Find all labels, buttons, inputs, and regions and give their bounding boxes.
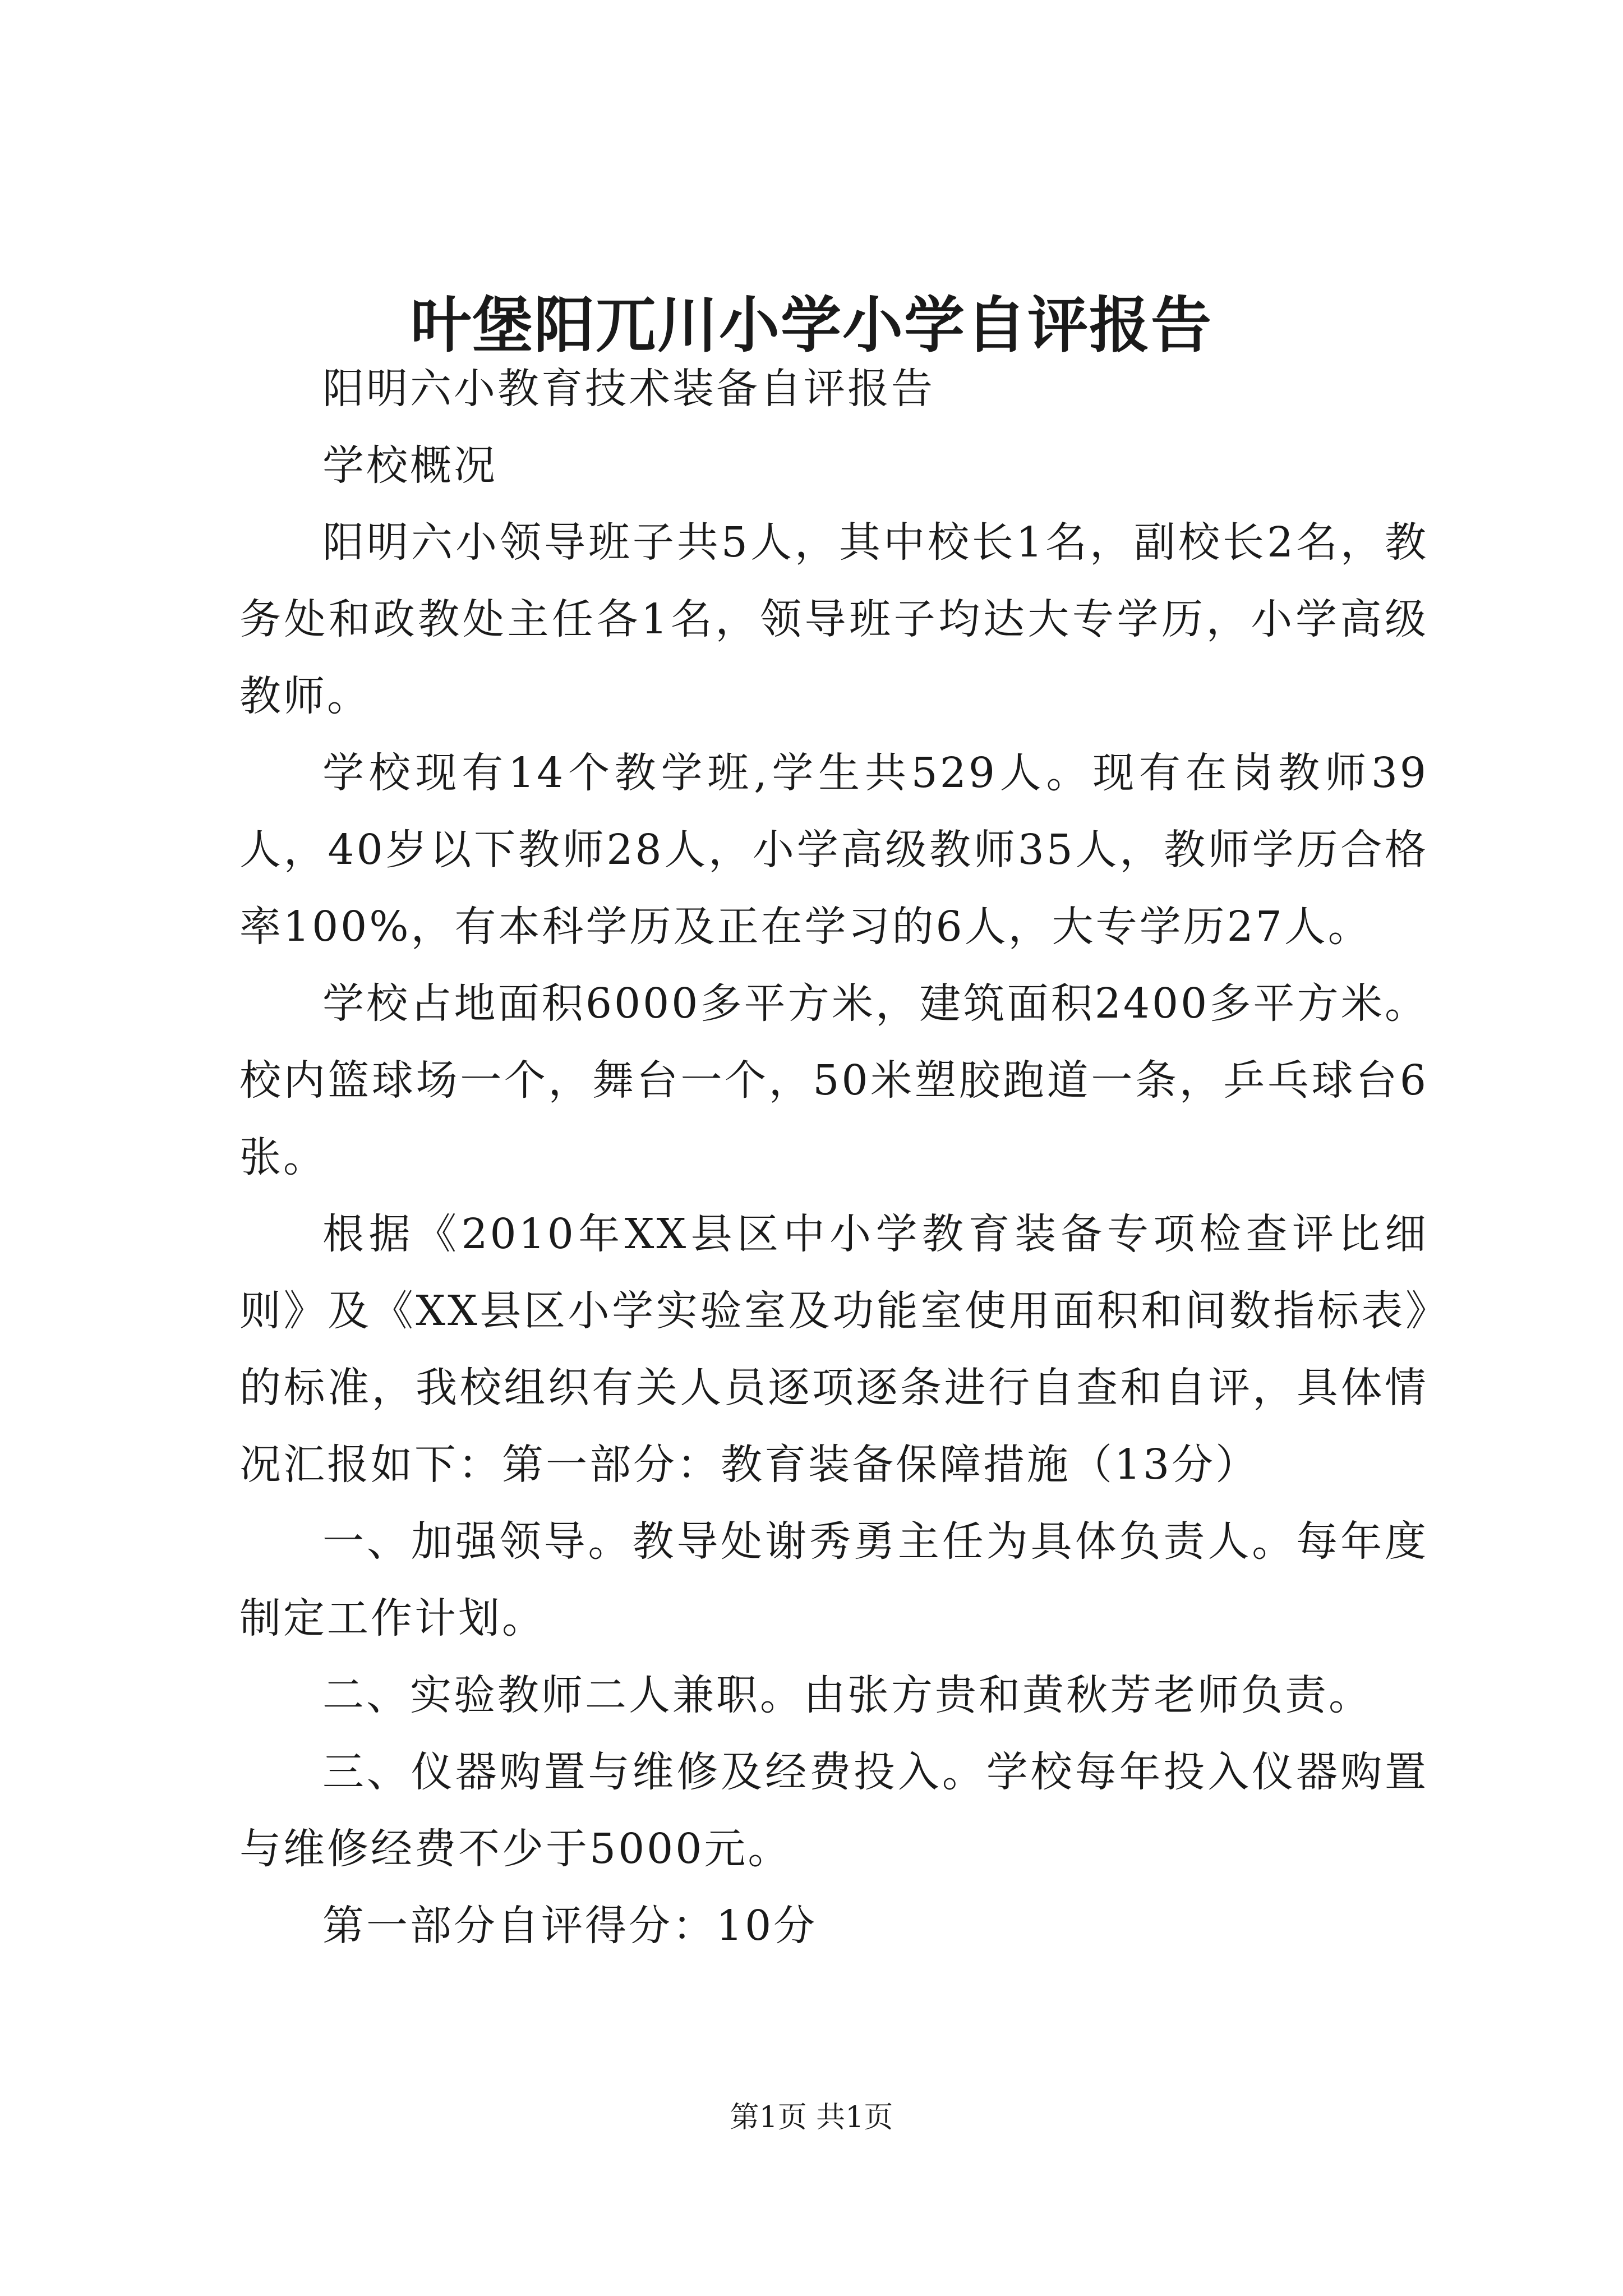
paragraph-section-heading: 学校概况 xyxy=(322,441,497,490)
paragraph-leadership: 阳明六小领导班子共5人，其中校长1名，副校长2名，教务处和政教处主任各1名，领导班子均达大专学历，小学高级教师。 xyxy=(239,518,1428,720)
paragraph-campus: 学校占地面积6000多平方米，建筑面积2400多平方米。校内篮球场一个，舞台一个，50米塑胶跑道一条，乒乓球台6张。 xyxy=(239,979,1428,1181)
page-number-footer: 第1页 共1页 xyxy=(730,2101,893,2134)
paragraph-item-one: 一、加强领导。教导处谢秀勇主任为具体负责人。每年度制定工作计划。 xyxy=(239,1517,1428,1642)
paragraph-score: 第一部分自评得分：10分 xyxy=(322,1902,818,1950)
paragraph-subtitle: 阳明六小教育技术装备自评报告 xyxy=(322,365,935,413)
document-body xyxy=(239,351,1428,1964)
paragraph-staff: 学校现有14个教学班,学生共529人。现有在岗教师39人，40岁以下教师28人，小学高级教师35人，教师学历合格率100%，有本科学历及正在学习的6人，大专学历27人。 xyxy=(239,749,1428,951)
paragraph-basis: 根据《2010年XX县区中小学教育装备专项检查评比细则》及《XX县区小学实验室及功能室使用面积和间数指标表》的标准，我校组织有关人员逐项逐条进行自查和自评，具体情况汇报如下：第一部分：教育装备保障措施（13分） xyxy=(239,1210,1428,1489)
paragraph-item-two: 二、实验教师二人兼职。由张方贵和黄秋芳老师负责。 xyxy=(322,1671,1372,1719)
paragraph-item-three: 三、仪器购置与维修及经费投入。学校每年投入仪器购置与维修经费不少于5000元。 xyxy=(239,1748,1428,1873)
document-title: 叶堡阳兀川小学小学自评报告 xyxy=(410,290,1212,361)
